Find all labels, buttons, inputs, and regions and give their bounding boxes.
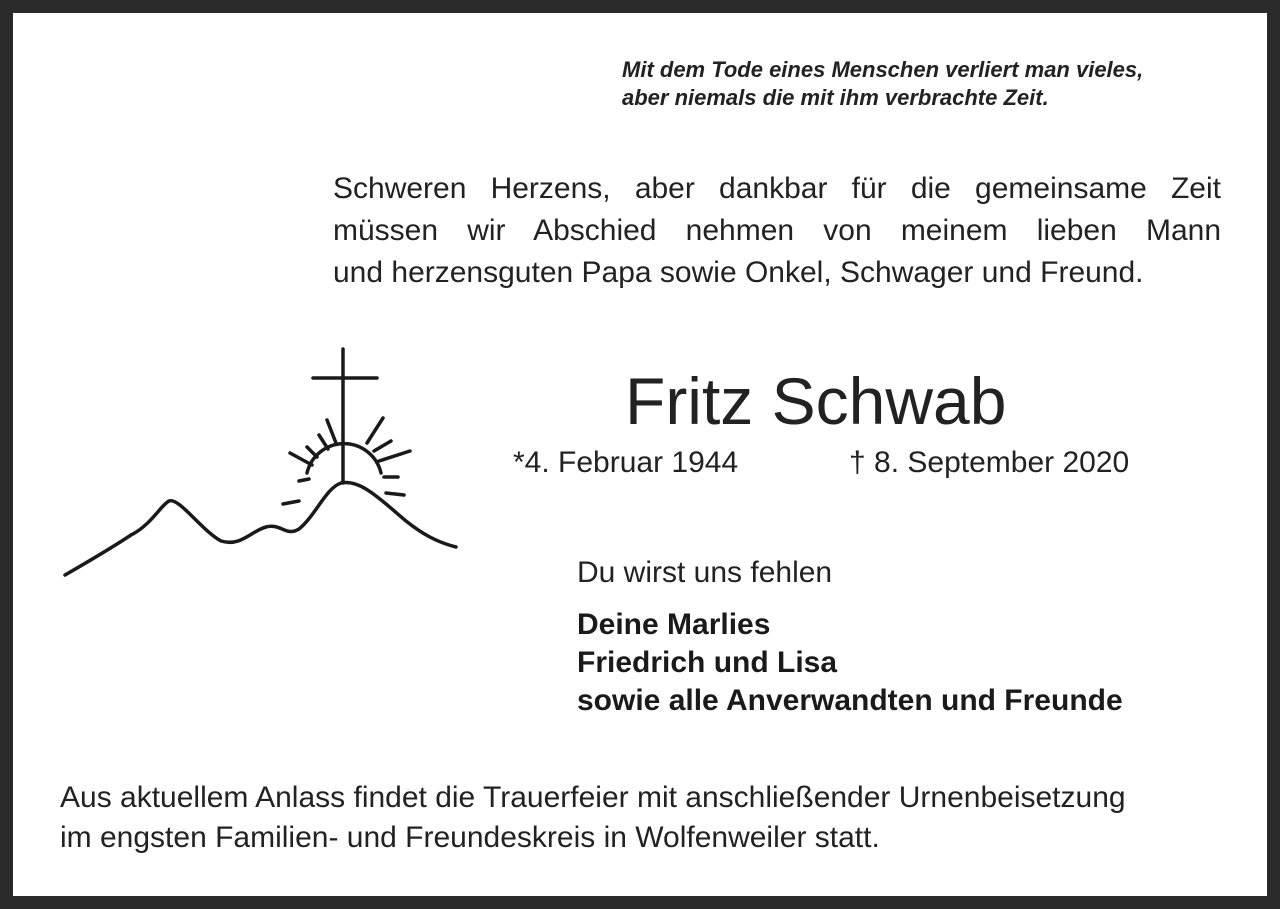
quote-line-1: Mit dem Tode eines Menschen verliert man vieles,	[622, 57, 1144, 82]
farewell-line: Du wirst uns fehlen	[577, 556, 833, 589]
signer-3: sowie alle Anverwandten und Freunde	[577, 684, 1123, 717]
life-dates	[513, 443, 1130, 483]
quote-line-2: aber niemals die mit ihm verbrachte Zeit.	[622, 85, 1049, 110]
epigraph-quote	[622, 56, 1242, 112]
obituary-notice	[13, 13, 1267, 896]
ceremony-notice	[60, 778, 1222, 858]
footer-line-1: Aus aktuellem Anlass findet die Trauerfeier mit anschließender Urnenbeisetzung	[60, 781, 1126, 814]
deceased-name: Fritz Schwab	[625, 364, 1007, 438]
signer-2: Friedrich und Lisa	[577, 646, 838, 679]
intro-line-3: und herzensguten Papa sowie Onkel, Schwager und Freund.	[333, 256, 1144, 289]
signers-list	[577, 606, 1123, 720]
intro-line-2: müssen wir Abschied nehmen von meinem lieben Mann	[333, 214, 1221, 247]
death-date: † 8. September 2020	[849, 446, 1130, 479]
intro-line-1: Schweren Herzens, aber dankbar für die gemeinsame Zeit	[333, 172, 1221, 205]
birth-date: *4. Februar 1944	[513, 446, 739, 479]
mountain-cross-sunrise-icon	[61, 345, 461, 580]
footer-line-2: im engsten Familien- und Freundeskreis in Wolfenweiler statt.	[60, 821, 880, 854]
signer-1: Deine Marlies	[577, 608, 771, 641]
intro-paragraph	[333, 168, 1221, 294]
